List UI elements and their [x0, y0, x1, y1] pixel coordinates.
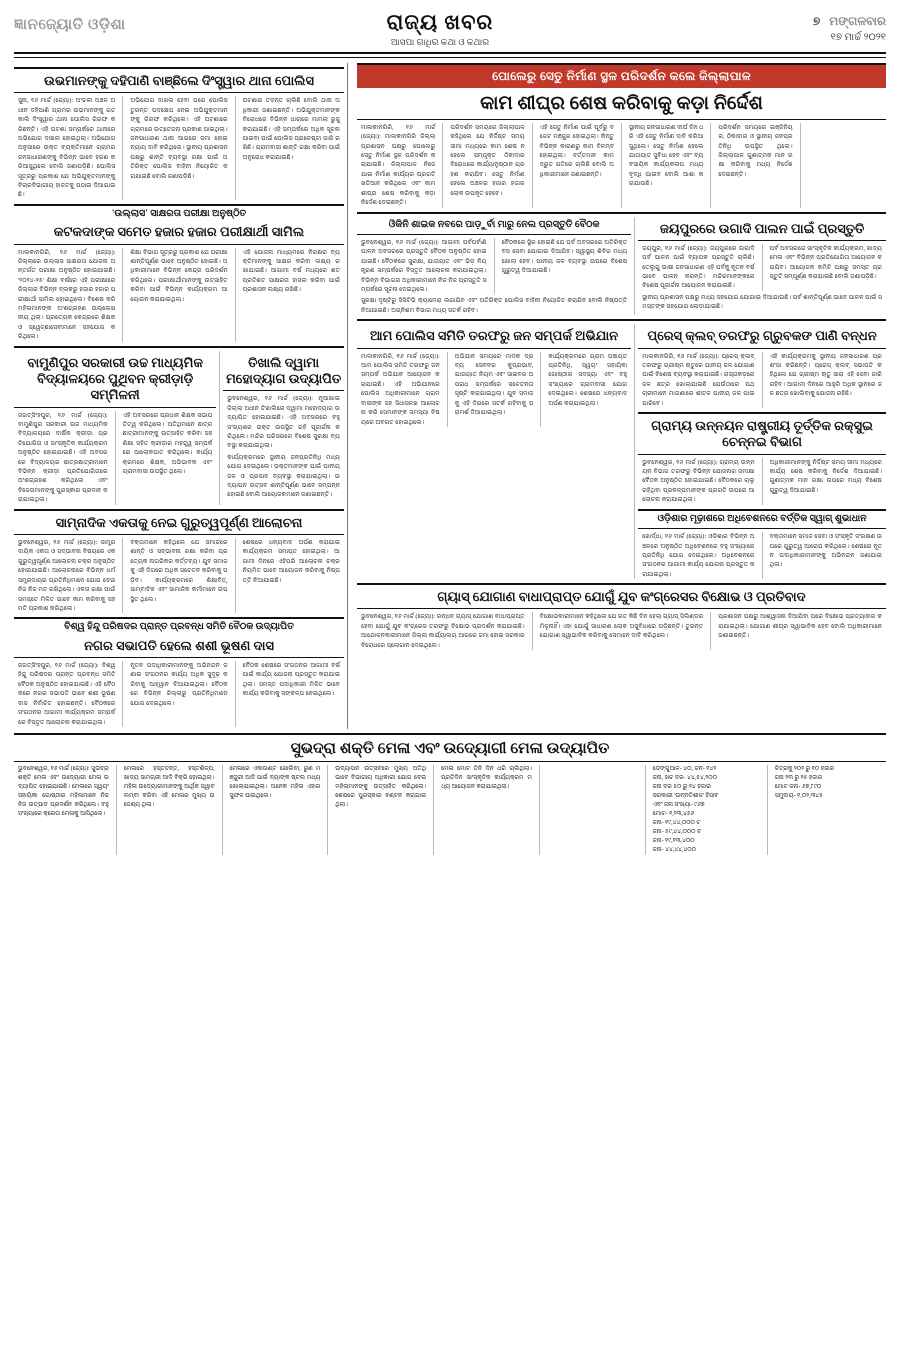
masthead: [14, 10, 886, 54]
article-7-col-4: ସ୍ଥାନୀୟ ଜନସାଧାରଣ ଦୀର୍ଘ ଦିନ ଧରି ଏହି ସେତୁ ନିର୍ମାଣ ଦାବି କରିଆସୁଥିଲେ। ସେତୁ ନିର୍ମାଣ ହେଲେ ଯାତାୟାତ ସୁବିଧା ହେବ ଏବଂ ବ୍ୟବସାୟିକ କାର୍ଯ୍ୟକଳାପ ମଧ୍ୟ ବୃଦ୍ଧି ପାଇବ ବୋଲି ଆଶା କରାଯାଉଛି।: [628, 123, 704, 188]
article-13-col-1: ଭୁବନେଶ୍ୱର, ୧୬ ମାର୍ଚ୍ଚ (ଜ୍ୟୋ): ଗ୍ରାମ୍ୟ ଉନ୍ନୟନ ବିଭାଗ ତରଫରୁ ବିଭିନ୍ନ ଯୋଜନାର ସମୀକ୍ଷା ବୈଠକ ଅନୁଷ୍ଠିତ ହୋଇଯାଇଛି। ବୈଠକରେ ଚାଲୁ ରହିଥିବା ପ୍ରକଳ୍ପମାନଙ୍କ ପ୍ରଗତି ଉପରେ ଆଲୋଚନା କରାଯାଇଥିଲା।: [642, 458, 755, 504]
figure-line: ଜନା- ୪୪,୪୪,୪୦୦: [652, 847, 696, 854]
article-7-col-5: ପରିଦର୍ଶନ ସମୟରେ ଇଞ୍ଜିନିୟର, ଠିକାଦାର ଓ ସ୍ଥାନୀୟ ଜନପ୍ରତିନିଧି ଉପସ୍ଥିତ ଥିଲେ। ଜିଲ୍ଲାପାଳ ଗୁଣାତ୍ମକ ମାନ ରକ୍ଷା କରିବାକୁ ମଧ୍ୟ ନିର୍ଦ୍ଦେଶ ଦେଇଛନ୍ତି।: [718, 123, 793, 178]
article-15-col-1: ଭୁବନେଶ୍ୱର, ୧୬ ମାର୍ଚ୍ଚ (ଜ୍ୟୋ): ସୁଭଦ୍ରା ଶକ୍ତି ମେଳା ଏବଂ ଉଦ୍ୟୋଗୀ ମେଳା ଉଦ୍ୟାପିତ ହୋଇଯାଇଛି। ମେଳାରେ ସ୍ୱୟଂ ସହାୟିକା ଗୋଷ୍ଠୀର ମହିଳାମାନେ ନିଜ ନିଜ ଉତ୍ପାଦ ପ୍ରଦର୍ଶନ କରିଥିଲେ। ବହୁ ସଂଖ୍ୟାରେ କ୍ରେତା ମେଳାକୁ ଆସିଥିଲେ।: [18, 766, 109, 818]
left-region: [14, 63, 344, 729]
masthead-right: [716, 10, 886, 43]
article-13-col-2: ଅଧିକାରୀମାନଙ୍କୁ ନିର୍ଦ୍ଦିଷ୍ଟ ସମୟ ସୀମା ମଧ୍ୟରେ କାର୍ଯ୍ୟ ଶେଷ କରିବାକୁ ନିର୍ଦ୍ଦେଶ ଦିଆଯାଇଛି। ଗୁଣାତ୍ମକ ମାନ ରକ୍ଷା ଉପରେ ମଧ୍ୟ ବିଶେଷ ଗୁରୁତ୍ୱ ଦିଆଯାଇଛି।: [769, 458, 882, 494]
article-5-col-2: ବକ୍ତାମାନେ କହିଥିଲେ ଯେ ସମାଜରେ ଶାନ୍ତି ଓ ସଦ୍ଭାବନା ରକ୍ଷା କରିବା ପ୍ରତ୍ୟେକ ନାଗରିକର କର୍ତ୍ତବ୍ୟ। ଯୁବ ସମାଜକୁ ଏହି ଦିଗରେ ଅଧିକ ସଚେତନ କରିବାକୁ ପଡ଼ିବ। କାର୍ଯ୍ୟକ୍ରମରେ ଶିକ୍ଷାବିତ୍, ସାମ୍ବାଦିକ ଏବଂ ସାମାଜିକ କର୍ମୀମାନେ ଉପସ୍ଥିତ ଥିଲେ।: [130, 538, 228, 603]
article-4-headline: ତିଖାଲି ଦ୍ୱାମା ମହୋଦ୍ୟାଗ ଉଦ୍ୟାପିତ: [226, 354, 342, 386]
figure-line: ଜନା- ୧୯,୪୪,୦୦୦ ଟ: [652, 820, 701, 827]
article-7-col-3: ଏହି ସେତୁ ନିର୍ମାଣ ପାଇଁ ପୂର୍ବରୁ ବଜେଟ ମଞ୍ଜୁର ହୋଇଥିଲା। କିନ୍ତୁ ବିଭିନ୍ନ କାରଣରୁ କାମ ବିଳମ୍ବ ହୋଇଥିଲା। ବର୍ତ୍ତମାନ କାମ ଦ୍ରୁତ ଗତିରେ ଚାଲିଛି ବୋଲି ଅଧିକାରୀମାନେ ଜଣାଇଛନ୍ତି।: [539, 123, 615, 178]
masthead-day: [716, 14, 886, 29]
article-11-col-2: ଏହି କାର୍ଯ୍ୟକ୍ରମକୁ ସ୍ଥାନୀୟ ଜନସାଧାରଣ ପ୍ରଶଂସା କରିଛନ୍ତି। ପ୍ରେସ୍ କ୍ଲବ୍ ସଭାପତି କହିଥିଲେ ଯେ ଗ୍ରୀଷ୍ମ ଋତୁ ସାରା ଏହି ସେବା ଜାରି ରହିବ। ଆଗାମୀ ଦିନରେ ଆହୁରି ଅଧିକ ସ୍ଥାନରେ ଜଳ ଛତ୍ର ଖୋଲିବାକୁ ଯୋଜନା ରହିଛି।: [769, 352, 882, 398]
article-14-col-1: ଖୋର୍ଦ୍ଧା, ୧୬ ମାର୍ଚ୍ଚ (ଜ୍ୟୋ): ଓଡ଼ିଶାର ବିଭିନ୍ନ ଅଞ୍ଚଳରେ ଅନୁଷ୍ଠିତ ଅଧିବେଶନରେ ବହୁ ସଂଖ୍ୟାରେ ପ୍ରତିନିଧି ଯୋଗ ଦେଇଥିଲେ। ଅଧିବେଶନରେ ସଂଗଠନର ଆଗାମୀ କାର୍ଯ୍ୟ ଯୋଜନା ପ୍ରସ୍ତୁତ କରାଯାଇଥିଲା।: [642, 533, 755, 578]
page-body: [14, 63, 886, 729]
figure-line: ମୋଟ- ୧,୨୩,୪୫୬: [652, 811, 695, 818]
article-1-col-3: ଘଟଣାର ତଦନ୍ତ ଚାଲିଛି ବୋଲି ଥାନା ଅଧିକାରୀ ଜଣାଇଛନ୍ତି। ଅଭିଯୁକ୍ତମାନଙ୍କ ବିରୋଧରେ ବିଭିନ୍ନ ଧାରାରେ ମାମଲା ରୁଜୁ କରାଯାଇଛି। ଏହି ସମ୍ପର୍କରେ ଅଧିକ ସୂଚନା ପାଇବା ପାଇଁ ପୋଲିସ ପ୍ରଚେଷ୍ଟା ଜାରି ରଖିଛି। ଗ୍ରାମବାସୀ ଶାନ୍ତି ରକ୍ଷା କରିବା ପାଇଁ ଅନୁରୋଧ କରାଯାଇଛି।: [242, 97, 340, 161]
issue-date: ୧୭ ମାର୍ଚ୍ଚ ୨୦୨୧: [830, 32, 886, 43]
article-4-col-2: କାର୍ଯ୍ୟକ୍ରମରେ ସ୍ଥାନୀୟ ଜନପ୍ରତିନିଧି ମଧ୍ୟ ଯୋଗ ଦେଇଥିଲେ। ଭକ୍ତମାନଙ୍କ ପାଇଁ ପାନୀୟ ଜଳ ଓ ପ୍ରସାଦ ବ୍ୟବସ୍ଥା କରାଯାଇଥିଲା। ଉଦ୍ୟାପନ ଉତ୍ସବ ଶାନ୍ତିପୂର୍ଣ୍ଣ ଭାବେ ସମ୍ପନ୍ନ ହୋଇଛି ବୋଲି ଆୟୋଜକମାନେ ଜଣାଇଛନ୍ତି।: [227, 453, 340, 499]
article-15-col-3: ମେଳାରେ ଏକାଉଣ୍ଟ ଖୋଲିବା, ରୁଣ ମଞ୍ଜୁରୀ ଆଦି ପାଇଁ ବ୍ୟାଙ୍କ ଷ୍ଟଲ ମଧ୍ୟ ଖୋଲାଯାଇଥିଲା। ଅନେକ ମହିଳା ଏହାର ସୁଫଳ ପାଇଥିଲେ।: [229, 766, 321, 800]
article-7-body: [357, 123, 886, 208]
figure-line: ଜନା ୨୩ ରୁ ୨୫ ହଜାର: [774, 775, 823, 782]
article-5-headline: ସାମ୍ନାଦିକ ଏକତାକୁ ନେଇ ଗୁରୁତ୍ୱପୂର୍ଣ୍ଣ ଆଲୋଚନା: [55, 514, 303, 530]
article-12: [357, 583, 886, 650]
figure-line: ଏବଂ ଜନା ସଂଖ୍ୟା- ୯୬୭: [652, 802, 705, 809]
figure-line: ମୋଟ ଜନା- ୬୭,୮୯୦: [774, 784, 822, 791]
article-13-headline: ଗ୍ରାମ୍ୟ ଉନ୍ନୟନ ରାଷ୍ଟ୍ରୀୟ ତୂର୍ତ୍ତିକ ରକ୍ସୁଇ ଚେନ୍ନଇ ବିଭାଗ: [651, 418, 873, 450]
article-15-headline: ସୁଭଦ୍ରା ଶକ୍ତି ମେଳା ଏବଂ ଉଦ୍ୟୋଗୀ ମେଳା ଉଦ୍ୟାପିତ: [290, 739, 610, 757]
article-1-col-2: ଅଭିଯୋଗ ଦାଖଲ ହେବା ପରେ ପୋଲିସ ତୁରନ୍ତ ପଦକ୍ଷେପ ନେଇ ଅଭିଯୁକ୍ତମାନଙ୍କୁ ଗିରଫ କରିଥିଲେ। ଏହି ଘଟଣାରେ ଗ୍ରାମରେ ଉତ୍ତେଜନା ପ୍ରକାଶ ପାଇଥିଲା। ଜନସାଧାରଣ ଥାନା ଆଗରେ ଜମା ହୋଇ ନ୍ୟାୟ ଦାବି କରିଥିଲେ। ସ୍ଥାନୀୟ ପ୍ରଶାସନ ପକ୍ଷରୁ ଶାନ୍ତି ବ୍ୟବସ୍ଥା ରକ୍ଷା ପାଇଁ ଅତିରିକ୍ତ ପୋଲିସ ବାହିନୀ ନିୟୋଜିତ କରାଯାଇଛି ବୋଲି ଜଣାପଡ଼ିଛି।: [130, 97, 228, 180]
article-4: [223, 351, 344, 505]
article-11-col-1: ମାଲକାନଗିରି, ୧୬ ମାର୍ଚ୍ଚ (ଜ୍ୟୋ): ପ୍ରେସ୍ କ୍ଲବ୍ ତରଫରୁ ଗ୍ରୀଷ୍ମ ଋତୁରେ ପାନୀୟ ଜଳ ଯୋଗାଣ ପାଇଁ ବିଶେଷ ବ୍ୟବସ୍ଥା କରାଯାଇଛି। ରାସ୍ତାକଡ଼ରେ ଜଳ ଛତ୍ର ଖୋଲାଯାଇଛି ଯେଉଁଠାରେ ପଥଚାରୀମାନେ ମାଗଣାରେ ଶୀତଳ ପାନୀୟ ଜଳ ପାଇପାରିବେ।: [642, 352, 755, 407]
article-9: [638, 217, 886, 316]
article-6-col-3: ବୈଠକ ଶେଷରେ ସଂଗଠନର ଆଗାମୀ ବର୍ଷ ପାଇଁ କାର୍ଯ୍ୟ ଯୋଜନା ପ୍ରସ୍ତୁତ କରାଯାଇଥିଲା। ସମସ୍ତ ପଦାଧିକାରୀ ମିଳିତ ଭାବେ କାର୍ଯ୍ୟ କରିବାକୁ ସଙ୍କଳ୍ପ ନେଇଥିଲେ।: [242, 661, 340, 698]
article-1-col-1: ସୁନା, ୧୬ ମାର୍ଚ୍ଚ (ଜ୍ୟୋ): ଅଂଚଳୀ ଅଞ୍ଚଳ ଅଧୀନ ଦହିପାଣି ଗ୍ରାମର ଉଭମାନଙ୍କୁ ଗତକାଲି ଦିଂସ୍ତ୍ୱାର ଥାନା ପୋଲିସ ଗିରଫ କରିଛନ୍ତି। ଏହି ଘଟଣା ସମ୍ପର୍କରେ ଥାନାରେ ଅଭିଯୋଗ ଦାଖଲ ହୋଇଥିଲା। ଅଭିଯୋଗ ଅନୁସାରେ ଉକ୍ତ ବ୍ୟକ୍ତିମାନେ ଗ୍ରାମର ଜନସାଧାରଣଙ୍କୁ ବିଭିନ୍ନ ଭାବେ ହରଣ କରିଆସୁଥିଲେ ବୋଲି ଜଣାପଡ଼ିଛି। ପୋଲିସ ସୂତ୍ରରୁ ପ୍ରକାଶ ଯେ ଅଭିଯୁକ୍ତମାନଙ୍କୁ ବିଚାରବିଭାଗୀୟ ହାଜତକୁ ପଠାଇ ଦିଆଯାଇଛି।: [18, 97, 116, 199]
article-2-col-3: ଏହି ଯୋଜନା ମାଧ୍ୟମରେ ନିରକ୍ଷର ବ୍ୟକ୍ତିମାନଙ୍କୁ ସାକ୍ଷର କରିବା ଲକ୍ଷ୍ୟ ରଖାଯାଇଛି। ଆଗାମୀ ବର୍ଷ ମଧ୍ୟରେ ଶତ ପ୍ରତିଶତ ସାକ୍ଷରତା ହାସଲ କରିବା ପାଇଁ ପ୍ରଶାସନ ଲକ୍ଷ୍ୟ ରଖିଛି।: [242, 248, 340, 294]
article-8-9-row: [357, 212, 886, 316]
article-12-col-1: ଭୁବନେଶ୍ୱର, ୧୬ ମାର୍ଚ୍ଚ (ଜ୍ୟୋ): ରନ୍ଧନ ଗ୍ୟାସ୍ ଯୋଗାଣ ବାଧାପ୍ରାପ୍ତ ହେବା ଯୋଗୁଁ ଯୁବ କଂଗ୍ରେସ ତରଫରୁ ବିକ୍ଷୋଭ ପ୍ରଦର୍ଶନ କରାଯାଇଛି। ଆନ୍ଦୋଳନକାରୀମାନେ ଜିଲ୍ଲା କାର୍ଯ୍ୟାଲୟ ଆଗରେ ଜମା ହୋଇ ସରକାର ବିରୋଧରେ ସ୍ଲୋଗାନ ଦେଇଥିଲେ।: [361, 613, 525, 649]
article-3: [14, 351, 216, 505]
article-9-headline: ଜୟପୁରରେ ଉଗାଦି ପାଲନ ପାଇଁ ପ୍ରସ୍ତୁତି: [659, 220, 865, 236]
article-8-col-2: ବୈଠକରେ ସ୍ଥିର ହୋଇଛି ଯେ ପର୍ବ ଅବସରରେ ଅତିରିକ୍ତ ବସ ସେବା ଯୋଗାଇ ଦିଆଯିବ। ସ୍ୱାସ୍ଥ୍ୟ ଶିବିର ମଧ୍ୟ ଖୋଲା ହେବ। ପାନୀୟ ଜଳ ବ୍ୟବସ୍ଥା ଉପରେ ବିଶେଷ ଗୁରୁତ୍ୱ ଦିଆଯାଇଛି।: [501, 238, 628, 275]
page-number: ୭: [812, 14, 821, 28]
article-3-col-2: ଏହି ଅବସରରେ ପ୍ରଧାନ ଶିକ୍ଷକ ସଭାପତିତ୍ୱ କରିଥିଲେ। ଅତିଥିମାନେ ଛାତ୍ରଛାତ୍ରୀମାନଙ୍କୁ ଉତ୍ସାହିତ କରିବା ସହ ଶିକ୍ଷା ସହିତ କ୍ରୀଡ଼ାର ମହତ୍ତ୍ୱ ସମ୍ପର୍କରେ ଆଲୋକପାତ କରିଥିଲେ। କାର୍ଯ୍ୟକ୍ରମରେ ଶିକ୍ଷକ, ଅଭିଭାବକ ଏବଂ ଗ୍ରାମବାସୀ ଉପସ୍ଥିତ ଥିଲେ।: [122, 411, 213, 476]
figure-line: ଜନା, ଖଚ ଦର- ୪୪,୫୪,୨୦୦: [652, 775, 717, 782]
article-5: [14, 509, 344, 614]
article-7-headline: କାମ ଶୀଘ୍ର ଶେଷ କରିବାକୁ କଡ଼ା ନିର୍ଦ୍ଦେଶ: [480, 93, 763, 114]
article-2-subhead: 'ଉଲ୍ଲାସ' ସାକ୍ଷରତା ପରୀକ୍ଷା ଅନୁଷ୍ଠିତ: [111, 208, 247, 219]
article-7-col-1: ମାଲକାନଗିରି, ୧୬ ମାର୍ଚ୍ଚ (ଜ୍ୟୋ): ମାଲକାନଗିରି ଜିଲ୍ଲା ପ୍ରଶାସନ ପକ୍ଷରୁ ପୋଲେରୁ ସେତୁ ନିର୍ମାଣ ସ୍ଥଳ ପରିଦର୍ଶନ କରାଯାଇଛି। ଜିଲ୍ଲାପାଳ ନିଜେ ଯାଇ ନିର୍ମାଣ କାର୍ଯ୍ୟର ପ୍ରଗତି ଖତିଆନ କରିଥିଲେ ଏବଂ କାମ ଶୀଘ୍ର ଶେଷ କରିବାକୁ କଡ଼ା ନିର୍ଦ୍ଦେଶ ଦେଇଛନ୍ତି।: [361, 123, 436, 207]
article-10-headline: ଆମ ପୋଲିସ ସମିତି ତରଫରୁ ଜନ ସମ୍ପର୍କ ଅଭିଯାନ: [370, 328, 619, 344]
article-1-body: [14, 96, 344, 200]
figure-line: ଜନା- ୫୯,୪୪,୦୦୦ ଟ: [652, 829, 702, 836]
masthead-center: [164, 10, 716, 48]
article-12-col-2: ବିକ୍ଷୋଭକାରୀମାନେ କହିଥିଲେ ଯେ ଗତ କିଛି ଦିନ ହେଲା ଗ୍ୟାସ୍ ସିଲିଣ୍ଡର ମିଳୁନାହିଁ। ଏହା ଯୋଗୁଁ ସାଧାରଣ ଲୋକ ଅସୁବିଧାରେ ପଡ଼ିଛନ୍ତି। ତୁରନ୍ତ ଯୋଗାଣ ସ୍ୱାଭାବିକ କରିବାକୁ ସେମାନେ ଦାବି କରିଥିଲେ।: [539, 613, 704, 640]
article-9-col-2: ପର୍ବ ଅବସରରେ ସାଂସ୍କୃତିକ କାର୍ଯ୍ୟକ୍ରମ, ଖାଦ୍ୟ ମେଳା ଏବଂ ବିଭିନ୍ନ ପ୍ରତିଯୋଗିତା ଆୟୋଜନ କରାଯିବ। ଆୟୋଜକ କମିଟି ପକ୍ଷରୁ ସମସ୍ତ ପ୍ରସ୍ତୁତି ସମ୍ପୂର୍ଣ୍ଣ କରାଯାଇଛି ବୋଲି ଜଣାପଡ଼ିଛି।: [769, 244, 882, 281]
article-2: [14, 204, 344, 342]
article-1: [14, 67, 344, 200]
article-6-col-1: ଜଗତ୍ସିଂହପୁର, ୧୬ ମାର୍ଚ୍ଚ (ଜ୍ୟୋ): ବିଶ୍ୱ ହିନ୍ଦୁ ପରିଷଦର ପ୍ରାନ୍ତ ପ୍ରବନ୍ଧ ସମିତି ବୈଠକ ଅନୁଷ୍ଠିତ ହୋଇଯାଇଛି। ଏହି ବୈଠକରେ ନଗର ସଭାପତି ଭାବେ ଶଶୀ ଭୂଷଣ ଦାସ ନିର୍ବାଚିତ ହୋଇଛନ୍ତି। ବୈଠକରେ ସଂଗଠନର ଆଗାମୀ କାର୍ଯ୍ୟକ୍ରମ ସମ୍ପର୍କରେ ବିସ୍ତୃତ ଆଲୋଚନା କରାଯାଇଥିଲା।: [18, 661, 116, 726]
article-12-body: [357, 612, 886, 650]
page-subtitle: ଆସପା ଗାଧିର କଥା ଓ କଥାର: [390, 37, 490, 47]
day-label: ମଙ୍ଗଳବାର: [829, 14, 886, 28]
article-10-col-3: କାର୍ଯ୍ୟକ୍ରମରେ ଗ୍ରାମ ପଞ୍ଚାୟତ ପ୍ରତିନିଧି, ସ୍ୱୟଂ ସହାୟିକା ଗୋଷ୍ଠୀର ସଦସ୍ୟା ଏବଂ ବହୁ ସଂଖ୍ୟାରେ ଗ୍ରାମବାସୀ ଯୋଗ ଦେଇଥିଲେ। ଶେଷରେ ଧନ୍ୟବାଦ ଅର୍ପଣ କରାଯାଇଥିଲା।: [548, 352, 628, 407]
figure-line: ସମୁଦାୟ- ୧,୦୨,୩୪୫: [774, 793, 823, 800]
article-6-col-2: ନୂତନ ପଦାଧିକାରୀମାନଙ୍କୁ ଅଭିନନ୍ଦନ ଜଣାଇ ସଂଗଠନର କାର୍ଯ୍ୟ ଅଧିକ ସୁଦୃଢ଼ କରିବାକୁ ଆହ୍ୱାନ ଦିଆଯାଇଥିଲା। ବୈଠକରେ ବିଭିନ୍ନ ଜିଲ୍ଲାରୁ ପ୍ରତିନିଧିମାନେ ଯୋଗ ଦେଇଥିଲେ।: [130, 661, 228, 707]
article-15: [14, 733, 886, 855]
figures-column-a: [649, 765, 764, 855]
article-15-col-4: ଉଦ୍ୟାପନ ଉତ୍ସବରେ ମୁଖ୍ୟ ଅତିଥି ଭାବେ ବିଭାଗୀୟ ଅଧିକାରୀ ଯୋଗ ଦେଇ ମହିଳାମାନଙ୍କୁ ଉତ୍ସାହିତ କରିଥିଲେ। ଶେଷରେ ପୁରସ୍କାର ବଣ୍ଟନ କରାଯାଇଥିଲା।: [335, 766, 427, 809]
lead-banner: ପୋଲେରୁ ସେତୁ ନିର୍ମାଣ ସ୍ଥଳ ପରିଦର୍ଶନ କଲେ ଜିଲ୍ଲାପାଳ: [357, 65, 886, 88]
article-14-col-2: ବକ୍ତାମାନେ ସମାଜ ସେବା ଓ ସଂସ୍କୃତି ସଂରକ୍ଷଣ ଉପରେ ଗୁରୁତ୍ୱ ଆରୋପ କରିଥିଲେ। ଶେଷରେ ନୂତନ ପଦାଧିକାରୀମାନଙ୍କୁ ଅଭିନନ୍ଦନ ଜଣାଯାଇଥିଲା।: [769, 533, 882, 569]
article-3-col-1: ଜଗତ୍ସିଂହପୁର, ୧୬ ମାର୍ଚ୍ଚ (ଜ୍ୟୋ): ବାମୁଣିପୁର ସରକାରୀ ଉଚ୍ଚ ମାଧ୍ୟମିକ ବିଦ୍ୟାଳୟରେ ବାର୍ଷିକ କ୍ରୀଡ଼ା ପ୍ରତିଯୋଗିତା ଓ ସାଂସ୍କୃତିକ କାର୍ଯ୍ୟକ୍ରମ ଅନୁଷ୍ଠିତ ହୋଇଯାଇଛି। ଏହି ଅବସରରେ ବିଦ୍ୟାଳୟର ଛାତ୍ରଛାତ୍ରୀମାନେ ବିଭିନ୍ନ କ୍ରୀଡ଼ା ପ୍ରତିଯୋଗିତାରେ ଅଂଶଗ୍ରହଣ କରିଥିଲେ ଏବଂ ବିଜେତାମାନଙ୍କୁ ପୁରସ୍କାର ପ୍ରଦାନ କରାଯାଇଥିଲା।: [18, 411, 108, 504]
article-2-body: [14, 248, 344, 342]
article-4-col-1: ଭୁବନେଶ୍ୱର, ୧୬ ମାର୍ଚ୍ଚ (ଜ୍ୟୋ): ନୂଆଖାଇ ଜିଲ୍ଲା ଅଧୀନ ତିଖାଲିରେ ଦ୍ୱାମା ମହୋଦ୍ୟାଗ ଉଦ୍ୟାପିତ ହୋଇଯାଇଛି। ଏହି ଅବସରରେ ବହୁ ସଂଖ୍ୟାରେ ଭକ୍ତ ଉପସ୍ଥିତ ରହି ପୂଜାର୍ଚ୍ଚନା କରିଥିଲେ। ମନ୍ଦିର ପରିସରରେ ବିଶେଷ ସୁରକ୍ଷା ବ୍ୟବସ୍ଥା କରାଯାଇଥିଲା।: [227, 395, 340, 450]
article-11-headline: ପ୍ରେସ୍ କ୍ଲବ୍ ତରଫରୁ ଗ୍ରୁବକଙ ପାଣି ବନ୍ଧନ: [647, 328, 877, 344]
article-10: [357, 324, 631, 579]
figure-line: ଡେଙ୍ଗୁଆଳ- ୪୦, ଜନ- ୧୪୨: [652, 766, 717, 773]
article-1-headline: ଉଭମାନଙ୍କୁ ଦହିପାଣି ବାଞ୍ଛିଲେ ଦିଂସ୍ତ୍ୱାର ଥାନା ପୋଲିସ: [44, 73, 314, 88]
figure-line: ଚିତ୍ରକୁ ୨୦୨ ରୁ ୧୦ ହଜାର: [774, 766, 835, 773]
article-3-4-row: [14, 346, 344, 505]
article-10-col-1: ମାଲକାନଗିରି, ୧୬ ମାର୍ଚ୍ଚ (ଜ୍ୟୋ): ଆମ ପୋଲିସ ସମିତି ତରଫରୁ ଜନ ସମ୍ପର୍କ ଅଭିଯାନ ଆୟୋଜନ କରାଯାଇଛି। ଏହି ଅଭିଯାନରେ ପୋଲିସ ଅଧିକାରୀମାନେ ଗ୍ରାମବାସୀଙ୍କ ସହ ସିଧାସଳଖ ଆଲୋଚନା କରି ସେମାନଙ୍କ ସମସ୍ୟା ବିଷୟରେ ଅବଗତ ହୋଇଥିଲେ।: [361, 352, 440, 426]
figure-line: ସରକାରୀ 'ଉନ୍ନତିଶୀଳ' ହିସାବ: [652, 793, 719, 800]
figure-line: ଜନା- ୧୯,୧୩,୪୦୦: [652, 838, 695, 845]
article-6-subhead: ବିଶ୍ୱ ହିନ୍ଦୁ ପରିଷଦର ପ୍ରାନ୍ତ ପ୍ରବନ୍ଧ ସମିତି ବୈଠକ ଉଦ୍ୟାପିତ: [64, 622, 294, 633]
right-region: [351, 63, 886, 729]
article-14-headline: ଓଡ଼ିଶାର ମୂଢ଼ାଶରେ ଅଧିବେଶନରେ ବର୍ତ୍ତିକ ସ୍ୱାଗ୍ ଶୁଭାଧାନ: [657, 513, 867, 524]
article-13: [638, 418, 886, 505]
article-5-body: [14, 538, 344, 613]
article-10-col-2: ଅଭିଯାନ ସମୟରେ ମାଦକ ଦ୍ରବ୍ୟ ସେବନର କୁପ୍ରଭାବ, ଯାତାୟାତ ନିୟମ ଏବଂ ସାଇବର ଅପରାଧ ସମ୍ପର୍କରେ ସଚେତନତା ସୃଷ୍ଟି କରାଯାଇଥିଲା। ଯୁବ ସମାଜକୁ ଏହି ଦିଗରେ ସତର୍କ ରହିବାକୁ ପରାମର୍ଶ ଦିଆଯାଇଥିଲା।: [454, 352, 534, 417]
figures-column-b: [771, 765, 886, 855]
figure-line: ଜନା ଦର ୫୦ ରୁ ୨୪ ହଜାର: [652, 784, 711, 791]
page-title: ରାଜ୍ୟ ଖବର: [386, 10, 494, 34]
article-8-col-3: ସୁରକ୍ଷା ଦୃଷ୍ଟିରୁ ସିସିଟିଭି କ୍ୟାମେରା ଲଗାଯିବ ଏବଂ ଅତିରିକ୍ତ ପୋଲିସ ବାହିନୀ ନିୟୋଜିତ କରାଯିବ ବୋଲି ନିଷ୍ପତ୍ତି ନିଆଯାଇଛି। ଅଗ୍ନିଶମ ବିଭାଗ ମଧ୍ୟ ସତର୍କ ରହିବ।: [361, 297, 628, 314]
right-stack: [638, 324, 886, 579]
article-5-col-3: ଶେଷରେ ଧନ୍ୟବାଦ ଅର୍ପଣ କରାଯାଇ କାର୍ଯ୍ୟକ୍ରମ ସମାପ୍ତ ହୋଇଥିଲା। ଆଗାମୀ ଦିନରେ ଏହିପରି ଆଲୋଚନା ଚକ୍ର ନିୟମିତ ଭାବେ ଆୟୋଜନ କରିବାକୁ ନିଷ୍ପତ୍ତି ନିଆଯାଇଛି।: [242, 538, 340, 584]
publication-logo: ଜ୍ଞାନଜ୍ୟୋତି ଓଡ଼ିଶା: [14, 17, 126, 33]
article-7: [357, 63, 886, 208]
article-2-col-2: ଶିକ୍ଷା ବିଭାଗ ସୂତ୍ରରୁ ପ୍ରକାଶ ଯେ ପରୀକ୍ଷା ଶାନ୍ତିପୂର୍ଣ୍ଣ ଭାବେ ଅନୁଷ୍ଠିତ ହୋଇଛି। ଅଧିକାରୀମାନେ ବିଭିନ୍ନ କେନ୍ଦ୍ର ପରିଦର୍ଶନ କରିଥିଲେ। ପରୀକ୍ଷାର୍ଥୀମାନଙ୍କୁ ଉତ୍ସାହିତ କରିବା ପାଇଁ ବିଭିନ୍ନ କାର୍ଯ୍ୟକ୍ରମ ଆୟୋଜନ କରାଯାଇଥିଲା।: [130, 248, 228, 303]
article-14: [638, 514, 886, 580]
article-8-subhead: ଓିକିନି ଶାଇକ ନବରେ ପାଡ଼ୁର୍ବା ମାରୁ ନେଲ ପ୍ରସ୍ତୁତି ବୈଠକ: [388, 219, 600, 230]
article-10-11-row: [357, 319, 886, 579]
article-15-col-5: ମେଳା ମୋଟ ତିନି ଦିନ ଧରି ଚାଲିଥିଲା। ପ୍ରତିଦିନ ସାଂସ୍କୃତିକ କାର୍ଯ୍ୟକ୍ରମ ମଧ୍ୟ ଆୟୋଜନ କରାଯାଇଥିଲା।: [441, 766, 532, 791]
article-8-col-1: ଭୁବନେଶ୍ୱର, ୧୬ ମାର୍ଚ୍ଚ (ଜ୍ୟୋ): ଆଗାମୀ ପର୍ବପର୍ବାଣି ପାଳନ ଅବସରରେ ପ୍ରସ୍ତୁତି ବୈଠକ ଅନୁଷ୍ଠିତ ହୋଇଯାଇଛି। ବୈଠକରେ ସୁରକ୍ଷା, ଯାତାୟାତ ଏବଂ ଭିଡ଼ ନିୟନ୍ତ୍ରଣ ସମ୍ପର୍କରେ ବିସ୍ତୃତ ଆଲୋଚନା କରାଯାଇଥିଲା। ବିଭିନ୍ନ ବିଭାଗର ଅଧିକାରୀମାନେ ନିଜ ନିଜ ପ୍ରସ୍ତୁତି ସମ୍ପର୍କରେ ସୂଚନା ଦେଇଥିଲେ।: [361, 238, 487, 294]
article-9-col-1: ଜୟପୁର, ୧୬ ମାର୍ଚ୍ଚ (ଜ୍ୟୋ): ଜୟପୁରରେ ଉଗାଦି ପର୍ବ ପାଳନ ପାଇଁ ବ୍ୟାପକ ପ୍ରସ୍ତୁତି ଚାଲିଛି। ତେଲୁଗୁ ଭାଷୀ ଜନସାଧାରଣ ଏହି ପର୍ବକୁ ନୂତନ ବର୍ଷ ଭାବେ ପାଳନ କରନ୍ତି। ମନ୍ଦିରମାନଙ୍କରେ ବିଶେଷ ପୂଜାର୍ଚ୍ଚନା ଆୟୋଜନ କରାଯାଇଛି।: [642, 244, 755, 290]
article-2-headline: କଟକଦାଙ୍କ ସମେତ ହଜାର ହଜାର ପରୀକ୍ଷାର୍ଥୀ ସାମିଲ: [53, 224, 305, 240]
article-12-headline: ଗ୍ୟାସ୍ ଯୋଗାଣ ବାଧାପ୍ରାପ୍ତ ଯୋଗୁଁ ଯୁବ କଂଗ୍ରେସର ବିକ୍ଷୋଭ ଓ ପ୍ରତିବାଦ: [437, 589, 806, 605]
article-6-body: [14, 661, 344, 727]
masthead-rule: [14, 57, 886, 58]
article-6-headline: ନଗର ସଭାପତି ହେଲେ ଶଶୀ ଭୂଷଣ ଦାସ: [84, 637, 274, 653]
article-8: [357, 217, 631, 316]
article-3-headline: ବାମୁଣିପୁର ସରକାରୀ ଉଚ୍ଚ ମାଧ୍ୟମିକ ବିଦ୍ୟାଳୟରେ ପୁଥିବନ କ୍ରୀଡ଼ାଡ଼ି ସମ୍ମିଳନୀ: [27, 354, 203, 403]
article-12-col-3: ପ୍ରଶାସନ ପକ୍ଷରୁ ଆଶ୍ୱାସନା ଦିଆଯିବା ପରେ ବିକ୍ଷୋଭ ପ୍ରତ୍ୟାହାର କରାଯାଇଥିଲା। ଯୋଗାଣ ଶୀଘ୍ର ସ୍ୱାଭାବିକ ହେବ ବୋଲି ଅଧିକାରୀମାନେ ଜଣାଇଛନ୍ତି।: [718, 613, 882, 640]
article-7-col-2: ପରିଦର୍ଶନ ସମୟରେ ଜିଲ୍ଲାପାଳ କହିଥିଲେ ଯେ ନିର୍ଦ୍ଦିଷ୍ଟ ସମୟ ସୀମା ମଧ୍ୟରେ କାମ ଶେଷ ନ ହେଲେ ସମ୍ପୃକ୍ତ ଠିକାଦାର ବିରୋଧରେ କାର୍ଯ୍ୟାନୁଷ୍ଠାନ ଗ୍ରହଣ କରାଯିବ। ସେତୁ ନିର୍ମାଣ ହେଲେ ଅଞ୍ଚଳର ହଜାର ହଜାର ଲୋକ ଉପକୃତ ହେବେ।: [450, 123, 525, 197]
article-11: [638, 328, 886, 408]
article-2-col-1: ମାଲକାନଗିରି, ୧୬ ମାର୍ଚ୍ଚ (ଜ୍ୟୋ): ଜିଲ୍ଲାରେ ଉଲ୍ଲାସ ସାକ୍ଷରତା ଯୋଜନା ଅନ୍ତର୍ଗତ ପରୀକ୍ଷା ଅନୁଷ୍ଠିତ ହୋଇଯାଇଛି। '୨୦୨୪-୨୫' ଶିକ୍ଷା ବର୍ଷରେ ଏହି ପରୀକ୍ଷାରେ ଜିଲ୍ଲାର ବିଭିନ୍ନ ବ୍ଲକରୁ ହଜାର ହଜାର ପରୀକ୍ଷାର୍ଥୀ ସାମିଲ ହୋଇଥିଲେ। ବିଶେଷ କରି ମହିଳାମାନଙ୍କ ଅଂଶଗ୍ରହଣ ଉଲ୍ଲେଖନୀୟ ଥିଲା। ପ୍ରତ୍ୟେକ କେନ୍ଦ୍ରରେ ଶିକ୍ଷକ ଓ ସ୍ୱେଚ୍ଛାସେବୀମାନେ ସହଯୋଗ କରିଥିଲେ।: [18, 248, 116, 341]
article-15-col-2: ମେଳାରେ ହସ୍ତତନ୍ତ, ହସ୍ତଶିଳ୍ପ, ଖାଦ୍ୟ ସାମଗ୍ରୀ ଆଦି ବିକ୍ରି ହୋଇଥିଲା। ମହିଳା ଉଦ୍ୟୋଗୀମାନଙ୍କୁ ଆର୍ଥିକ ସ୍ୱାବଲମ୍ବୀ କରିବା ଏହି ମେଳାର ମୁଖ୍ୟ ଉଦ୍ଦେଶ୍ୟ ଥିଲା।: [123, 766, 215, 809]
article-9-col-3: ସ୍ଥାନୀୟ ପ୍ରଶାସନ ପକ୍ଷରୁ ମଧ୍ୟ ସହଯୋଗ ଯୋଗାଇ ଦିଆଯାଉଛି। ପର୍ବ ଶାନ୍ତିପୂର୍ଣ୍ଣ ଭାବେ ପାଳନ ପାଇଁ ସମସ୍ତଙ୍କ ସହଯୋଗ ଲୋଡ଼ାଯାଇଛି।: [642, 293, 882, 311]
article-5-col-1: ଭୁବନେଶ୍ୱର, ୧୬ ମାର୍ଚ୍ଚ (ଜ୍ୟୋ): ସାମ୍ପ୍ରଦାୟିକ ଏକତା ଓ ସଦ୍ଭାବନା ବିଷୟରେ ଏକ ଗୁରୁତ୍ୱପୂର୍ଣ୍ଣ ଆଲୋଚନା ଚକ୍ର ଅନୁଷ୍ଠିତ ହୋଇଯାଇଛି। ଆଲୋଚନାରେ ବିଭିନ୍ନ ଧର୍ମ ସମ୍ପ୍ରଦାୟର ପ୍ରତିନିଧିମାନେ ଯୋଗ ଦେଇ ନିଜ ନିଜ ମତ ରଖିଥିଲେ। ଏକତା ରକ୍ଷା ପାଇଁ ସମସ୍ତେ ମିଳିତ ଭାବେ କାମ କରିବାକୁ ସହମତି ପ୍ରକାଶ କରିଥିଲେ।: [18, 538, 116, 612]
article-6: [14, 617, 344, 727]
article-15-body: [14, 765, 886, 855]
